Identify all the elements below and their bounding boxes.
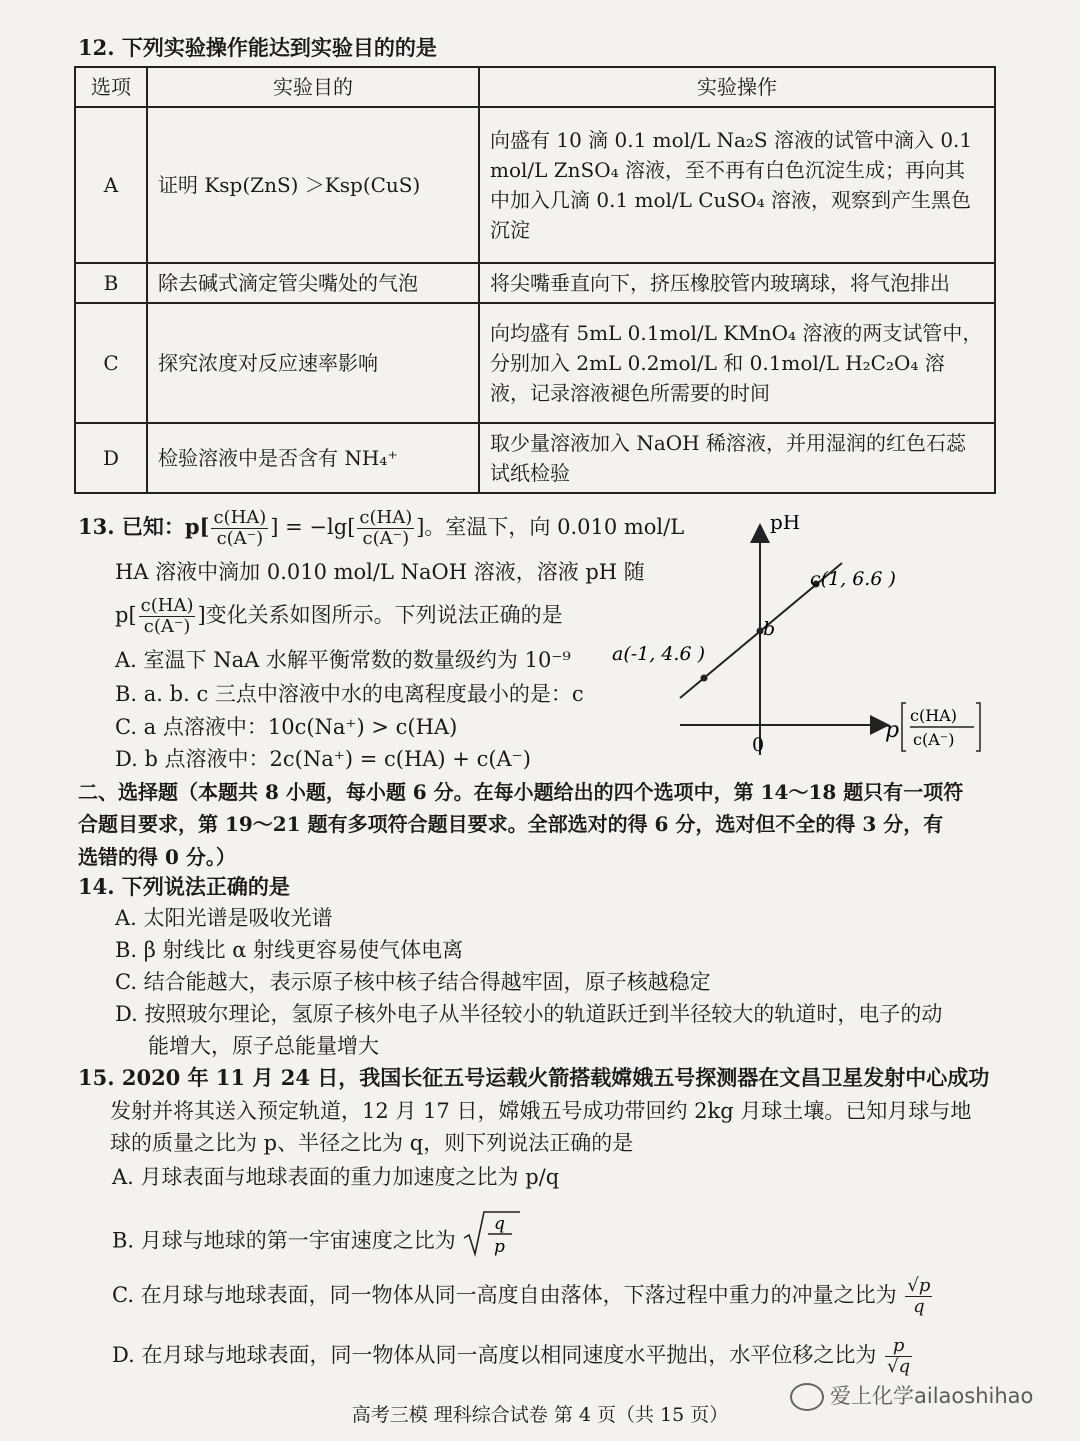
sqrt-fraction-svg (462, 1208, 522, 1258)
q12-stem: 12. 下列实验操作能达到实验目的的是 (78, 35, 437, 60)
x-label-bracket-left (902, 703, 906, 751)
q15-option-b-text: B. 月球与地球的第一宇宙速度之比为 (112, 1228, 456, 1253)
table-row (75, 303, 995, 423)
q15-option-a: A. 月球表面与地球表面的重力加速度之比为 p/q (112, 1165, 560, 1189)
q13-eq-end: ]。室温下，向 0.010 mol/L (416, 515, 685, 539)
frac-denominator: q (913, 1296, 925, 1317)
row-b-operation: 将尖嘴垂直向下，挤压橡胶管内玻璃球，将气泡排出 (479, 263, 995, 303)
q13-stem-line3 (115, 592, 563, 638)
q15-option-d (112, 1330, 914, 1380)
q15-option-d-fraction (885, 1336, 912, 1377)
q13-option-a: A. 室温下 NaA 水解平衡常数的数量级约为 10⁻⁹ (115, 648, 571, 672)
q13-ph-graph (580, 515, 1000, 765)
section2-line3: 选错的得 0 分。） (78, 845, 236, 869)
q15-stem-line3: 球的质量之比为 p、半径之比为 q，则下列说法正确的是 (110, 1131, 634, 1155)
q14-option-d-line1: D. 按照玻尔理论，氢原子核外电子从半径较小的轨道跃迁到半径较大的轨道时，电子的动 (115, 1002, 943, 1026)
row-c-option: C (75, 303, 147, 423)
q13-stem-line2: HA 溶液中滴加 0.010 mol/L NaOH 溶液，溶液 pH 随 (115, 560, 645, 584)
row-c-goal: 探究浓度对反应速率影响 (147, 303, 479, 423)
sqrt-denominator: p (494, 1237, 506, 1257)
q13-option-b: B. a. b. c 三点中溶液中水的电离程度最小的是：c (115, 682, 584, 706)
q13-fraction-3 (139, 596, 196, 637)
frac-numerator: √p (907, 1275, 931, 1296)
table-row (75, 423, 995, 493)
q13-line3-b: ]变化关系如图所示。下列说法正确的是 (197, 603, 563, 627)
q13-lead: 13. 已知：p[ (78, 514, 210, 539)
frac-numerator: c(HA) (213, 507, 267, 528)
q13-option-c: C. a 点溶液中：10c(Na⁺) > c(HA) (115, 715, 458, 739)
watermark (790, 1380, 1033, 1411)
section2-line1: 二、选择题（本题共 8 小题，每小题 6 分。在每小题给出的四个选项中，第 14～18 题只有一项符 (78, 780, 964, 804)
q13-fraction-1 (211, 508, 268, 549)
q15-option-d-text: D. 在月球与地球表面，同一物体从同一高度以相同速度水平抛出，水平位移之比为 (112, 1343, 877, 1367)
table-row (75, 107, 995, 263)
origin-label: 0 (752, 734, 765, 756)
q15-option-c-text: C. 在月球与地球表面，同一物体从同一高度自由落体，下落过程中重力的冲量之比为 (112, 1283, 897, 1307)
row-d-goal: 检验溶液中是否含有 NH₄⁺ (147, 423, 479, 493)
row-b-option: B (75, 263, 147, 303)
q14-option-b: B. β 射线比 α 射线更容易使气体电离 (115, 938, 464, 962)
q13-option-d: D. b 点溶液中：2c(Na⁺) = c(HA) + c(A⁻) (115, 747, 531, 771)
point-c-label: c(1, 6.6 ) (810, 568, 896, 590)
q15-option-b (112, 1208, 522, 1276)
table-row (75, 263, 995, 303)
row-a-operation: 向盛有 10 滴 0.1 mol/L Na₂S 溶液的试管中滴入 0.1 mol/L ZnSO₄ 溶液，至不再有白色沉淀生成；再向其中加入几滴 0.1 mol/L CuSO₄ 溶液，观察到产生黑色沉淀 (479, 107, 995, 263)
row-d-option: D (75, 423, 147, 493)
q12-table (74, 66, 996, 494)
frac-numerator: c(HA) (140, 595, 194, 616)
frac-denominator: √q (887, 1356, 911, 1377)
q14-option-c: C. 结合能越大，表示原子核中核子结合得越牢固，原子核越稳定 (115, 970, 711, 994)
q13-eq-mid: ] = −lg[ (270, 515, 356, 539)
q15-option-c (112, 1270, 934, 1320)
frac-denominator: c(A⁻) (143, 616, 191, 637)
q15-option-c-fraction (905, 1276, 932, 1317)
frac-denominator: c(A⁻) (362, 528, 410, 549)
header-operation: 实验操作 (479, 67, 995, 107)
section2-line2: 合题目要求，第 19～21 题有多项符合题目要求。全部选对的得 6 分，选对但不全的得 3 分，有 (78, 812, 944, 836)
point-a-dot (701, 675, 708, 682)
table-header-row (75, 67, 995, 107)
x-label-denominator: c(A⁻) (913, 730, 955, 749)
frac-numerator: c(HA) (359, 507, 413, 528)
x-label-numerator: c(HA) (910, 706, 957, 725)
frac-denominator: c(A⁻) (216, 528, 264, 549)
point-b-label: b (763, 618, 776, 640)
y-axis-label: pH (770, 515, 801, 534)
row-c-operation: 向均盛有 5mL 0.1mol/L KMnO₄ 溶液的两支试管中，分别加入 2mL 0.2mol/L 和 0.1mol/L H₂C₂O₄ 溶液，记录溶液褪色所需要的时间 (479, 303, 995, 423)
q13-fraction-2 (357, 508, 414, 549)
header-goal: 实验目的 (147, 67, 479, 107)
sqrt-numerator: q (494, 1214, 506, 1234)
q13-line3-a: p[ (115, 603, 137, 627)
x-label-bracket-right (976, 703, 980, 751)
q14-option-a: A. 太阳光谱是吸收光谱 (115, 906, 333, 930)
row-a-option: A (75, 107, 147, 263)
sqrt-sign (462, 1208, 522, 1276)
frac-numerator: p (885, 1336, 912, 1357)
header-option: 选项 (75, 67, 147, 107)
row-a-goal: 证明 Ksp(ZnS) ＞Ksp(CuS) (147, 107, 479, 263)
q15-stem-line1: 15. 2020 年 11 月 24 日，我国长征五号运载火箭搭载嫦娥五号探测器在文昌卫星发射中心成功 (78, 1065, 990, 1090)
watermark-text: 爱上化学ailaoshihao (830, 1384, 1034, 1408)
q14-stem: 14. 下列说法正确的是 (78, 874, 290, 899)
q14-option-d-line2: 能增大，原子总能量增大 (148, 1034, 379, 1058)
point-a-label: a(-1, 4.6 ) (612, 643, 705, 665)
q15-stem-line2: 发射并将其送入预定轨道，12 月 17 日，嫦娥五号成功带回约 2kg 月球土壤。已知月球与地 (110, 1099, 972, 1123)
wechat-icon (790, 1383, 824, 1411)
x-axis-label-p: p (885, 718, 900, 743)
page-footer: 高考三模 理科综合试卷 第 4 页（共 15 页） (351, 1404, 729, 1426)
row-b-goal: 除去碱式滴定管尖嘴处的气泡 (147, 263, 479, 303)
row-d-operation: 取少量溶液加入 NaOH 稀溶液，并用湿润的红色石蕊试纸检验 (479, 423, 995, 493)
